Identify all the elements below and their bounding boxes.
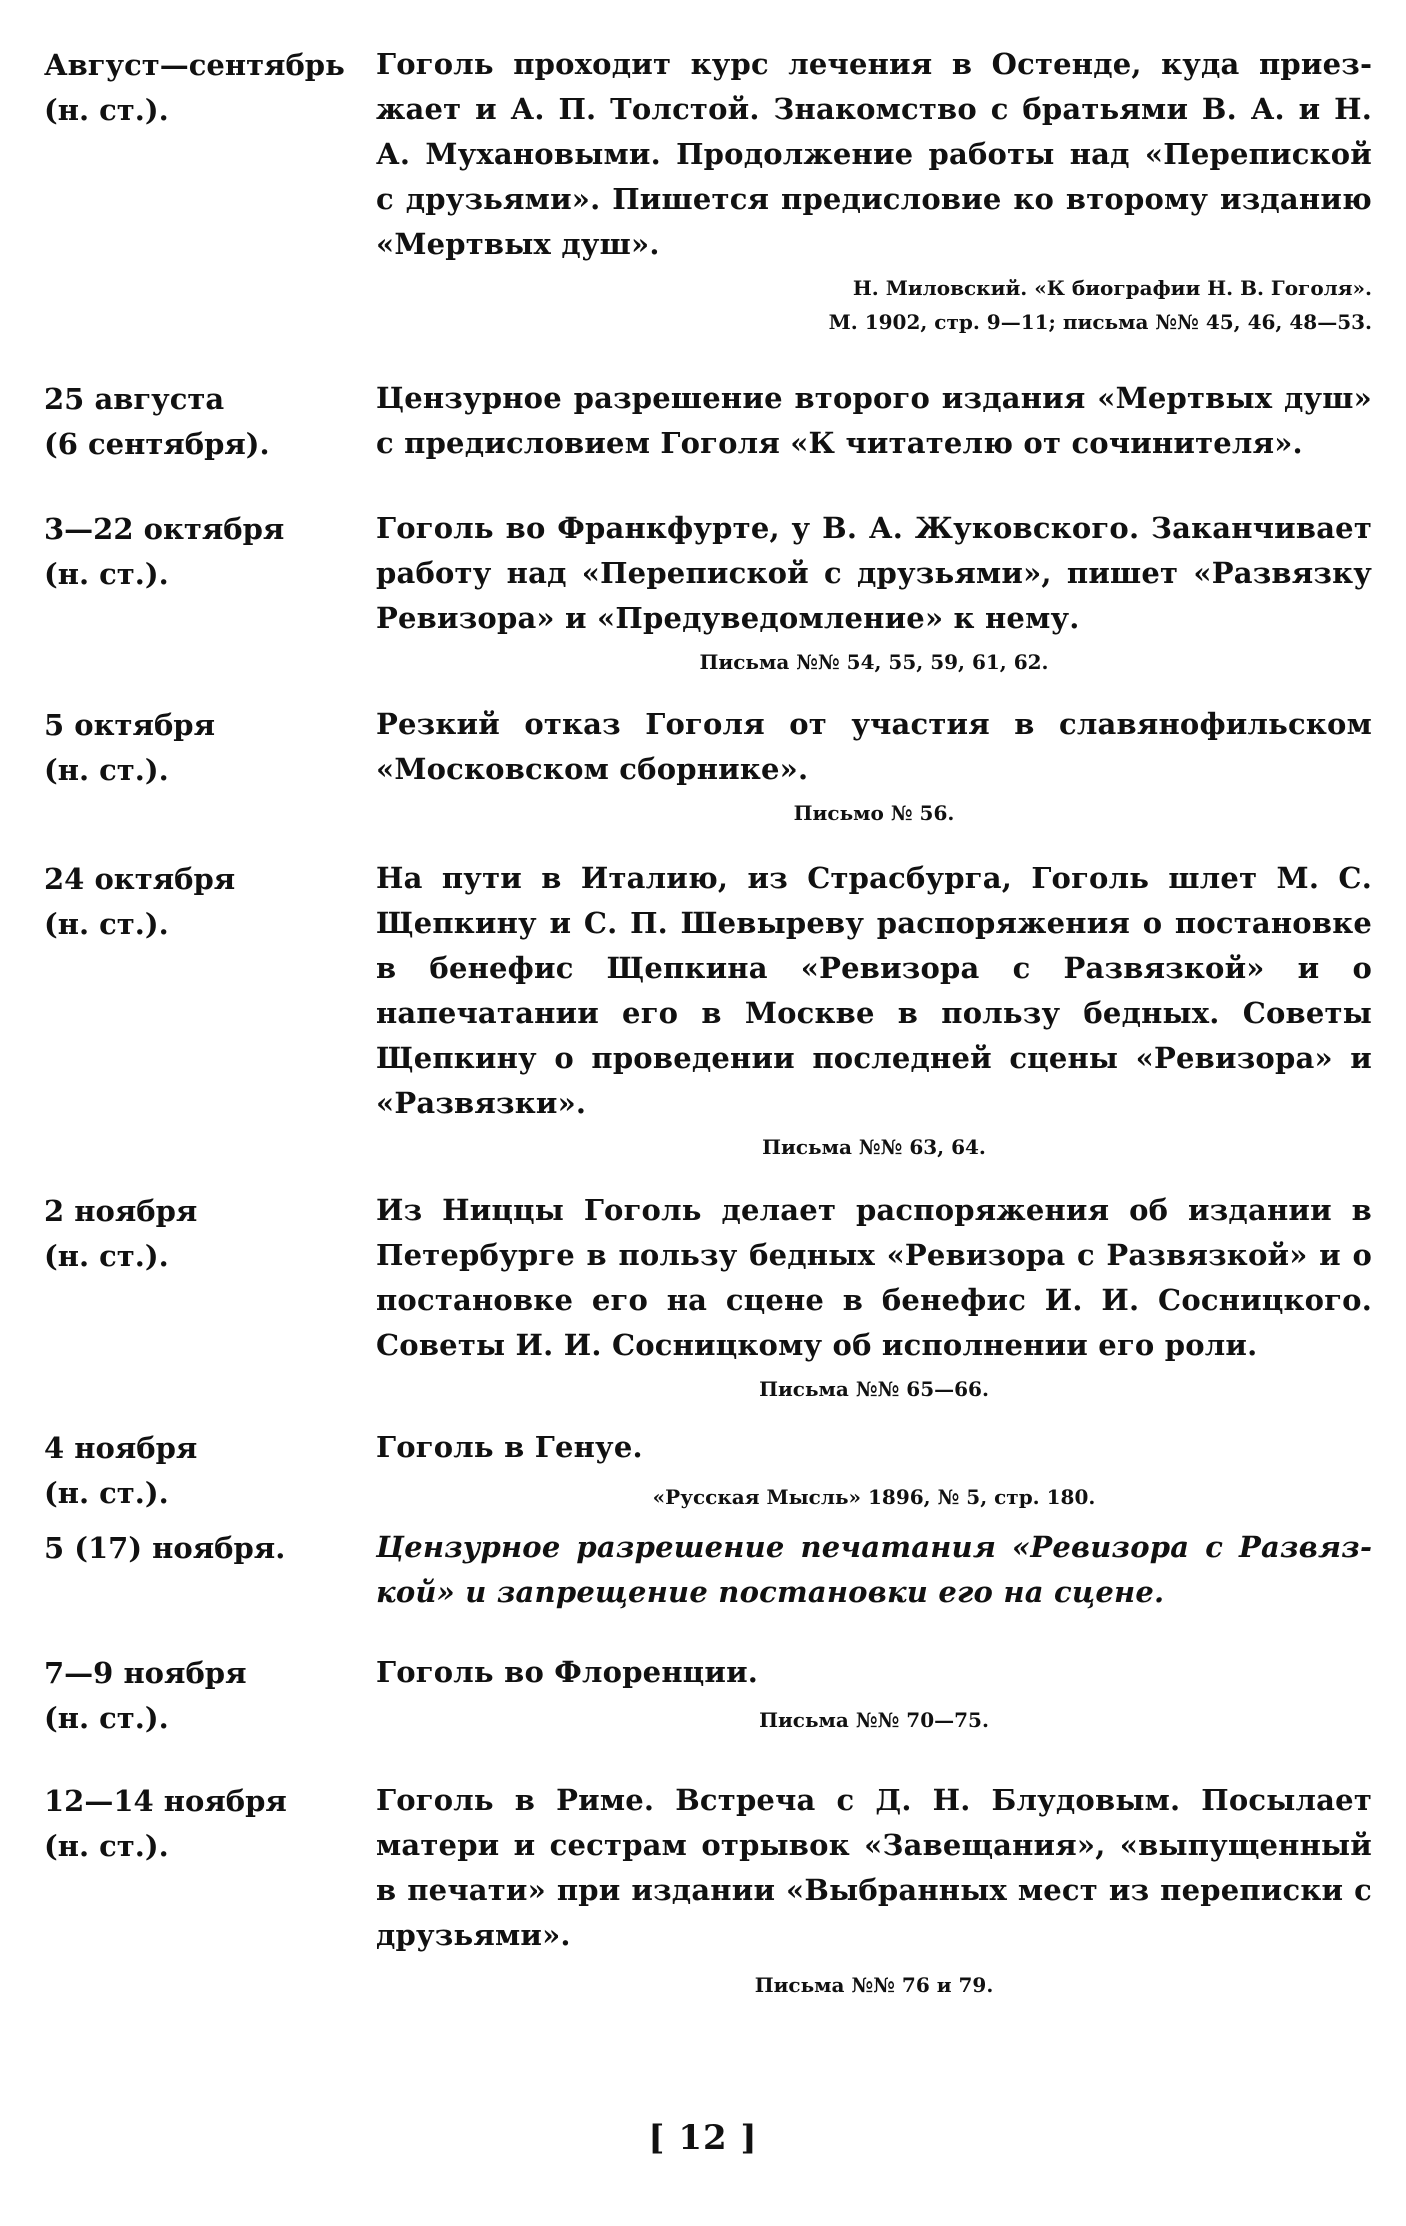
entry-text: Гоголь в Риме. Встреча с Д. Н. Блудовым. Посылает матери и сестрам отрывок «Завещания», «выпущенный в печати» при издании «Выбранных мест из переписки с друзьями». bbox=[376, 1783, 1372, 1952]
entry-5 bbox=[44, 856, 1372, 1188]
entry-source: Письма №№ 70—75. bbox=[759, 1708, 989, 1732]
entry-body bbox=[376, 376, 1372, 466]
entry-body bbox=[376, 1525, 1372, 1615]
entry-7 bbox=[44, 1425, 1362, 1525]
entry-1 bbox=[44, 42, 1372, 376]
entry-text: Резкий отказ Гоголя от участия в славянофильском «Московском сборнике». bbox=[376, 707, 1372, 786]
entry-body bbox=[376, 1778, 1372, 2002]
entry-body bbox=[376, 702, 1372, 830]
entry-date: 12—14 ноября (н. ст.). bbox=[44, 1784, 287, 1863]
entry-text: Гоголь во Флоренции. bbox=[376, 1655, 759, 1689]
entry-text: Гоголь проходит курс лечения в Остенде, куда приезжает и А. П. Толстой. Знакомство с братьями В. А. и Н. А. Мухановыми. Продолжение работы над «Перепиской с друзьями». Пишется предисловие ко второму изданию «Мертвых душ». bbox=[376, 47, 1372, 261]
entry-source: Н. Миловский. «К биографии Н. В. Гоголя». М. 1902, стр. 9—11; письма №№ 45, 46, 48—53. bbox=[828, 276, 1372, 334]
entry-10 bbox=[44, 1778, 1372, 2013]
entry-body bbox=[376, 1188, 1372, 1406]
entry-body bbox=[376, 1425, 1372, 1514]
entry-source: Письмо № 56. bbox=[793, 801, 955, 825]
entry-date: 2 ноября (н. ст.). bbox=[44, 1194, 198, 1273]
entry-2 bbox=[44, 376, 1372, 506]
entry-date: 4 ноября (н. ст.). bbox=[44, 1431, 198, 1510]
entry-text: Цензурное разрешение второго издания «Мертвых душ» с предисловием Гоголя «К читателю от сочинителя». bbox=[376, 381, 1372, 460]
entry-body bbox=[376, 856, 1372, 1164]
entry-text: Из Ниццы Гоголь делает распоряжения об издании в Петербурге в пользу бедных «Ревизора с Развязкой» и о постановке его на сцене в бенефис И. И. Сосницкого. Советы И. И. Сосницкому об исполнении его роли. bbox=[376, 1193, 1372, 1362]
entry-text: Цензурное разрешение печатания «Ревизора с Развязкой» и запрещение постановки его на сцене. bbox=[376, 1530, 1372, 1609]
entry-date: 24 октября (н. ст.). bbox=[44, 862, 236, 941]
entry-source: Письма №№ 65—66. bbox=[759, 1377, 989, 1401]
entry-text: Гоголь во Франкфурте, у В. А. Жуковского. Заканчивает работу над «Перепиской с друзьями», пишет «Развязку Ревизора» и «Предуведомление» к нему. bbox=[376, 511, 1372, 635]
entry-body bbox=[376, 1650, 1372, 1737]
entry-body bbox=[376, 42, 1372, 339]
entry-date: 3—22 октября (н. ст.). bbox=[44, 512, 285, 591]
entry-date: 25 августа (6 сентября). bbox=[44, 382, 270, 461]
entry-9 bbox=[44, 1650, 1362, 1778]
page-number: [ 12 ] bbox=[648, 2118, 758, 2158]
entry-source: «Русская Мысль» 1896, № 5, стр. 180. bbox=[652, 1485, 1096, 1509]
entry-source: Письма №№ 54, 55, 59, 61, 62. bbox=[699, 650, 1049, 674]
chronology-list bbox=[44, 42, 1372, 2013]
entry-text: На пути в Италию, из Страсбурга, Гоголь шлет М. С. Щепкину и С. П. Шевыреву распоряжения о постановке в бенефис Щепкина «Ревизора с Развязкой» и о напечатании его в Москве в пользу бедных. Советы Щепкину о проведении последней сцены «Ревизора» и «Развязки». bbox=[376, 861, 1372, 1120]
entry-source: Письма №№ 63, 64. bbox=[762, 1135, 986, 1159]
entry-date: Август—сентябрь (н. ст.). bbox=[44, 48, 345, 127]
entry-6 bbox=[44, 1188, 1372, 1425]
entry-3 bbox=[44, 506, 1372, 702]
entry-8 bbox=[44, 1525, 1372, 1650]
entry-body bbox=[376, 506, 1372, 679]
entry-4 bbox=[44, 702, 1372, 856]
entry-text: Гоголь в Генуе. bbox=[376, 1430, 643, 1464]
entry-date: 7—9 ноября (н. ст.). bbox=[44, 1656, 247, 1735]
entry-date: 5 (17) ноября. bbox=[44, 1531, 286, 1565]
entry-source: Письма №№ 76 и 79. bbox=[754, 1973, 994, 1997]
entry-date: 5 октября (н. ст.). bbox=[44, 708, 215, 787]
